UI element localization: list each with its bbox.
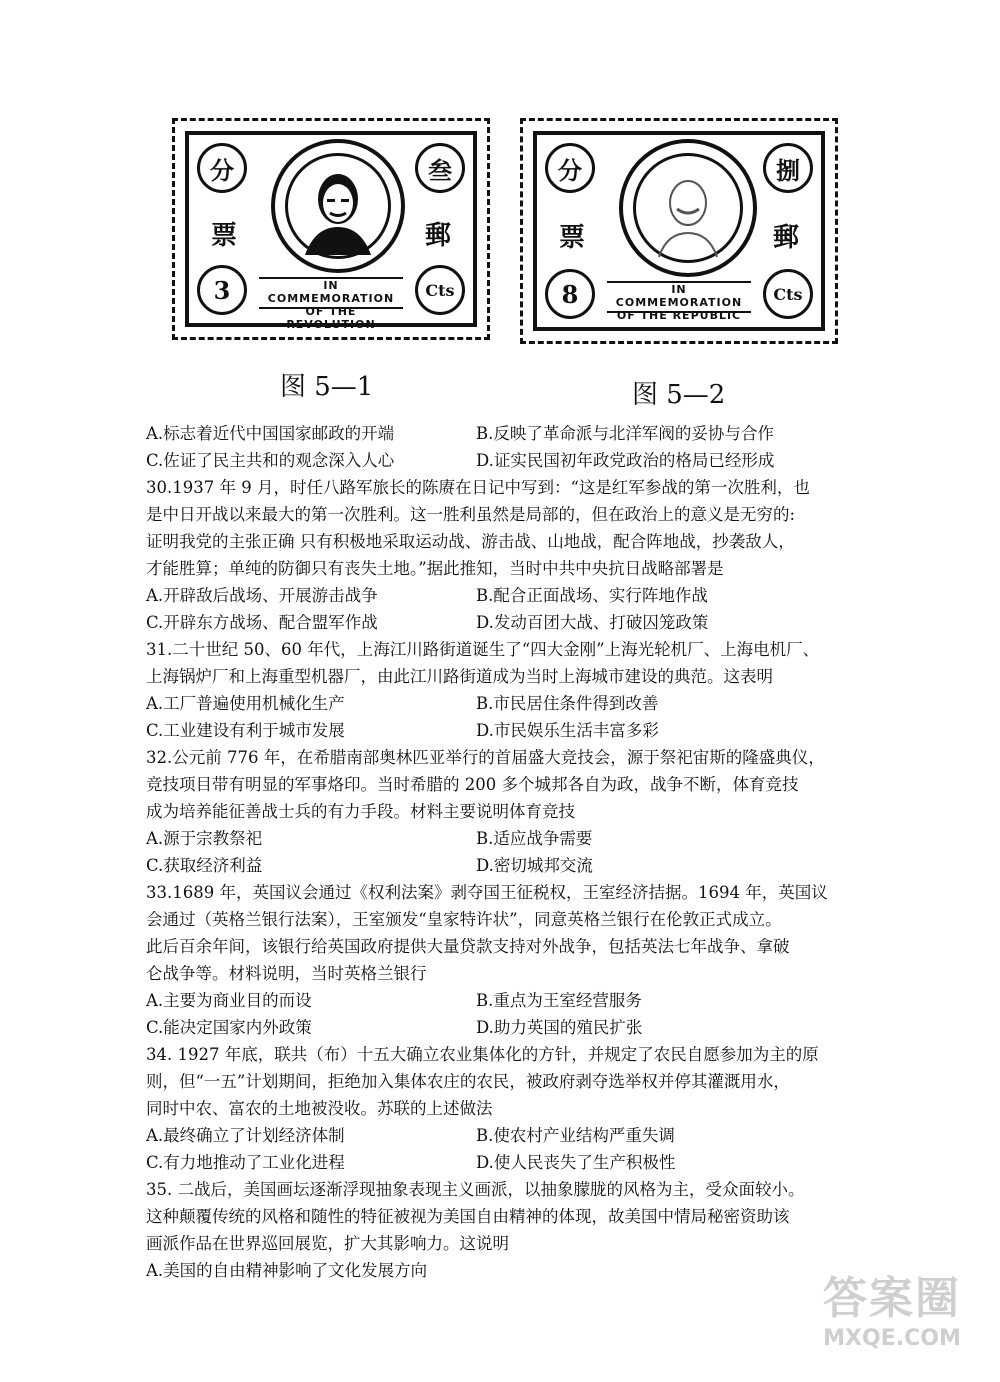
q31-option-c: C.工业建设有利于城市发展 bbox=[146, 721, 345, 740]
q33-option-b: B.重点为王室经营服务 bbox=[476, 991, 642, 1010]
stamp-5-1 bbox=[172, 118, 490, 340]
q34-stem-line: 则，但“一五”计划期间，拒绝加入集体农庄的农民，被政府剥夺选举权并停其灌溉用水， bbox=[146, 1072, 790, 1091]
stamp-5-1-unit: Cts bbox=[415, 265, 465, 315]
q30-stem-line: 是中日开战以来最大的第一次胜利。这一胜利虽然是局部的，但在政治上的意义是无穷的: bbox=[146, 505, 796, 524]
stamp-5-1-left-char: 票 bbox=[211, 221, 238, 251]
q33-option-a: A.主要为商业目的而设 bbox=[146, 991, 312, 1010]
stamp-5-2-portrait-medallion bbox=[619, 139, 757, 277]
q35-stem-line: 画派作品在世界巡回展览，扩大其影响力。这说明 bbox=[146, 1234, 509, 1253]
stamp-5-2-band: IN COMMEMORATION OF THE REPUBLIC bbox=[607, 281, 751, 313]
stamp-5-1-band: IN COMMEMORATION OF THE REVOLUTION bbox=[259, 277, 403, 309]
q33-stem-line: 会通过（英格兰银行法案），王室颁发“皇家特许状”，同意英格兰银行在伦敦正式成立。 bbox=[146, 910, 782, 929]
watermark-logo bbox=[802, 1262, 982, 1372]
q35-option-a: A.美国的自由精神影响了文化发展方向 bbox=[146, 1261, 428, 1280]
q31-option-b: B.市民居住条件得到改善 bbox=[476, 694, 659, 713]
figure-5-2-caption: 图 5—2 bbox=[632, 380, 726, 410]
question-35 bbox=[146, 1176, 866, 1284]
stamp-figures bbox=[0, 110, 1000, 410]
question-30 bbox=[146, 474, 866, 636]
q33-option-d: D.助力英国的殖民扩张 bbox=[476, 1018, 643, 1037]
stamp-5-1-portrait-medallion bbox=[271, 139, 405, 273]
q32-stem-line: 成为培养能征善战士兵的有力手段。材料主要说明体育竞技 bbox=[146, 802, 575, 821]
stamp-5-2-corner-tl: 分 bbox=[545, 143, 595, 193]
q34-option-b: B.使农村产业结构严重失调 bbox=[476, 1126, 675, 1145]
q31-option-d: D.市民娱乐生活丰富多彩 bbox=[476, 721, 659, 740]
q34-stem-line: 34. 1927 年底，联共（布）十五大确立农业集体化的方针，并规定了农民自愿参加为主的原 bbox=[146, 1045, 819, 1064]
question-32 bbox=[146, 744, 866, 879]
question-31 bbox=[146, 636, 866, 744]
q33-option-c: C.能决定国家内外政策 bbox=[146, 1018, 312, 1037]
q30-option-b: B.配合正面战场、实行阵地作战 bbox=[476, 586, 708, 605]
q35-stem-line: 35. 二战后，美国画坛逐渐浮现抽象表现主义画派，以抽象朦胧的风格为主，受众面较小。 bbox=[146, 1180, 805, 1199]
q32-stem-line: 32.公元前 776 年，在希腊南部奥林匹亚举行的首届盛大竞技会，源于祭祀宙斯的隆盛典仪， bbox=[146, 748, 825, 767]
q29-options-row-1 bbox=[146, 420, 866, 447]
question-33 bbox=[146, 879, 866, 1041]
q29-options-row-2 bbox=[146, 447, 866, 474]
stamp-5-2-corner-tr: 捌 bbox=[763, 143, 813, 193]
stamp-5-1-corner-tl: 分 bbox=[197, 143, 247, 193]
watermark-site: MXQE.COM bbox=[823, 1326, 961, 1351]
q30-option-c: C.开辟东方战场、配合盟军作战 bbox=[146, 613, 378, 632]
stamp-5-2-right-char: 郵 bbox=[772, 223, 799, 253]
q35-stem-line: 这种颠覆传统的风格和随性的特征被视为美国自由精神的体现，故美国中情局秘密资助该 bbox=[146, 1207, 790, 1226]
stamp-5-2-frame bbox=[533, 131, 825, 331]
q34-stem-line: 同时中农、富农的土地被没收。苏联的上述做法 bbox=[146, 1099, 493, 1118]
q30-option-a: A.开辟敌后战场、开展游击战争 bbox=[146, 586, 378, 605]
q33-stem-line: 此后百余年间，该银行给英国政府提供大量贷款支持对外战争，包括英法七年战争、拿破 bbox=[146, 937, 790, 956]
q32-option-b: B.适应战争需要 bbox=[476, 829, 593, 848]
q32-option-c: C.获取经济利益 bbox=[146, 856, 263, 875]
q31-stem-line: 上海锅炉厂和上海重型机器厂，由此江川路街道成为当时上海城市建设的典范。这表明 bbox=[146, 667, 773, 686]
q31-option-a: A.工厂普遍使用机械化生产 bbox=[146, 694, 345, 713]
q29-option-d: D.证实民国初年政党政治的格局已经形成 bbox=[476, 451, 775, 470]
q33-stem-line: 仑战争等。材料说明，当时英格兰银行 bbox=[146, 964, 427, 983]
q33-stem-line: 33.1689 年，英国议会通过《权利法案》剥夺国王征税权，王室经济拮据。1694 年，英国议 bbox=[146, 883, 828, 902]
stamp-5-1-corner-tr: 叁 bbox=[415, 143, 465, 193]
q30-stem-line: 30.1937 年 9 月，时任八路军旅长的陈赓在日记中写到：“这是红军参战的第一次胜利，也 bbox=[146, 478, 810, 497]
stamp-5-2-value: 8 bbox=[545, 269, 595, 319]
stamp-5-2-left-char: 票 bbox=[559, 223, 586, 253]
figure-5-1-caption: 图 5—1 bbox=[280, 372, 374, 402]
q34-option-c: C.有力地推动了工业化进程 bbox=[146, 1153, 345, 1172]
q34-option-d: D.使人民丧失了生产积极性 bbox=[476, 1153, 676, 1172]
stamp-5-1-value: 3 bbox=[197, 265, 247, 315]
watermark-main: 答案圈 bbox=[823, 1273, 961, 1324]
q32-option-d: D.密切城邦交流 bbox=[476, 856, 593, 875]
q31-stem-line: 31.二十世纪 50、60 年代，上海江川路街道诞生了“四大金刚”上海光轮机厂、上海电机厂、 bbox=[146, 640, 820, 659]
stamp-5-2-unit: Cts bbox=[763, 269, 813, 319]
q30-option-d: D.发动百团大战、打破囚笼政策 bbox=[476, 613, 709, 632]
q32-stem-line: 竞技项目带有明显的军事烙印。当时希腊的 200 多个城邦各自为政，战争不断，体育竞技 bbox=[146, 775, 799, 794]
stamp-5-2 bbox=[520, 118, 838, 344]
question-34 bbox=[146, 1041, 866, 1176]
q32-option-a: A.源于宗教祭祀 bbox=[146, 829, 263, 848]
stamp-5-1-frame bbox=[185, 131, 477, 331]
question-text bbox=[146, 420, 866, 1284]
stamp-5-1-portrait bbox=[275, 143, 401, 269]
stamp-5-2-portrait bbox=[623, 143, 753, 273]
q30-stem-line: 才能胜算；单纯的防御只有丧失土地。”据此推知，当时中共中央抗日战略部署是 bbox=[146, 559, 724, 578]
q29-option-b: B.反映了革命派与北洋军阀的妥协与合作 bbox=[476, 424, 774, 443]
q29-option-c: C.佐证了民主共和的观念深入人心 bbox=[146, 451, 395, 470]
stamp-5-1-right-char: 郵 bbox=[424, 221, 451, 251]
q30-stem-line: 证明我党的主张正确 只有积极地采取运动战、游击战、山地战，配合阵地战，抄袭敌人， bbox=[146, 532, 795, 551]
q29-option-a: A.标志着近代中国国家邮政的开端 bbox=[146, 424, 395, 443]
q34-option-a: A.最终确立了计划经济体制 bbox=[146, 1126, 345, 1145]
